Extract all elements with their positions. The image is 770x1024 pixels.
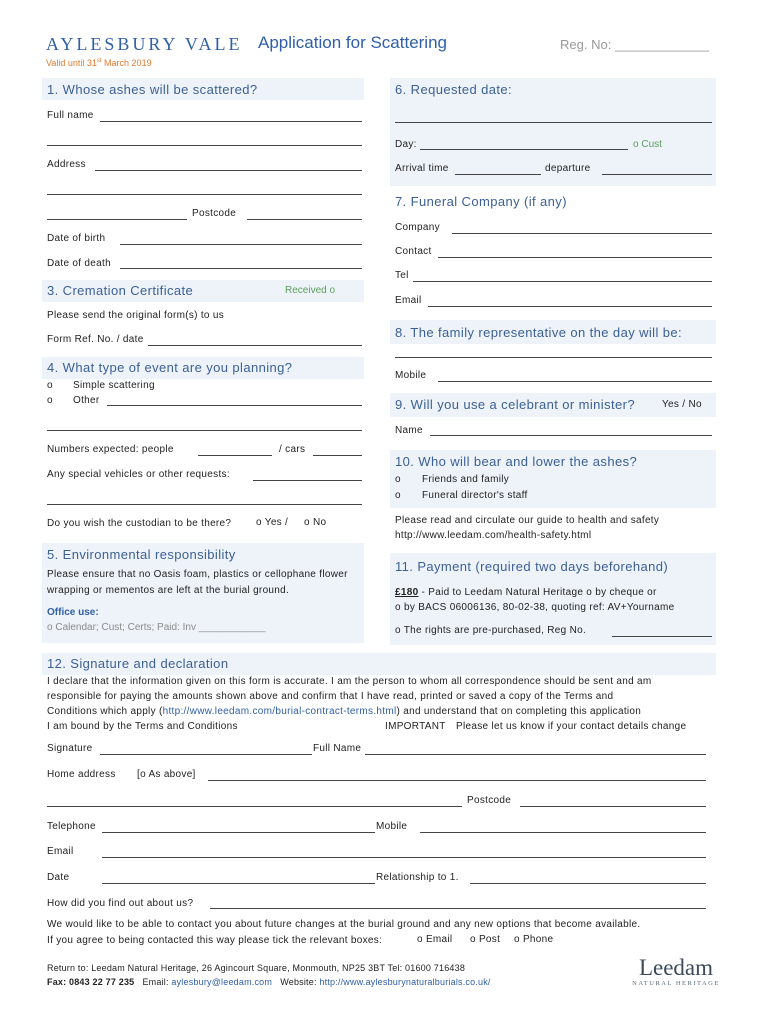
org-name: AYLESBURY VALE <box>46 34 243 54</box>
full-name-field[interactable] <box>100 121 362 122</box>
arrival-label: Arrival time <box>395 163 449 174</box>
received-label[interactable]: Received o <box>285 285 336 296</box>
rights-checkbox[interactable]: o The rights are pre-purchased, Reg No. <box>395 625 587 636</box>
home-address-label: Home address <box>47 769 116 780</box>
form-ref-field[interactable] <box>148 345 362 346</box>
date-field[interactable] <box>102 883 375 884</box>
other-field-2[interactable] <box>47 430 362 431</box>
consent-phone-checkbox[interactable]: o Phone <box>514 934 554 945</box>
dob-field[interactable] <box>120 244 362 245</box>
section-7-title: 7. Funeral Company (if any) <box>395 194 567 209</box>
send-original-note: Please send the original form(s) to us <box>47 310 225 321</box>
rights-reg-field[interactable] <box>612 636 712 637</box>
how-find-field[interactable] <box>210 908 706 909</box>
page-title: Application for Scattering <box>258 33 447 52</box>
option-other-checkbox[interactable]: o <box>47 395 53 406</box>
relationship-field[interactable] <box>470 883 706 884</box>
requested-date-field[interactable] <box>395 122 712 123</box>
vehicles-field-2[interactable] <box>47 504 362 505</box>
section-11-title: 11. Payment (required two days beforehand) <box>395 559 669 574</box>
option-other-label: Other <box>73 395 100 406</box>
fax-number: Fax: 0843 22 77 235 <box>47 977 135 987</box>
section-9-title: 9. Will you use a celebrant or minister? <box>395 397 635 412</box>
how-find-label: How did you find out about us? <box>47 898 194 909</box>
arrival-field[interactable] <box>455 174 541 175</box>
option-simple-label: Simple scattering <box>73 380 155 391</box>
important-label: IMPORTANT <box>385 721 446 732</box>
decl-email-field[interactable] <box>102 857 706 858</box>
option-simple-checkbox[interactable]: o <box>47 380 53 391</box>
address-field-1[interactable] <box>95 170 362 171</box>
cust-checkbox[interactable]: o Cust <box>633 139 662 150</box>
celebrant-name-label: Name <box>395 425 423 436</box>
decl-full-name-label: Full Name <box>313 743 362 754</box>
day-field[interactable] <box>420 149 628 150</box>
address-field-2[interactable] <box>47 194 362 195</box>
rep-mobile-label: Mobile <box>395 370 427 381</box>
representative-field[interactable] <box>395 357 712 358</box>
section-4-title: 4. What type of event are you planning? <box>47 360 293 375</box>
decl-postcode-field[interactable] <box>520 806 706 807</box>
relationship-label: Relationship to 1. <box>376 872 459 883</box>
vehicles-label: Any special vehicles or other requests: <box>47 469 230 480</box>
dod-field[interactable] <box>120 268 362 269</box>
section-10-title: 10. Who will bear and lower the ashes? <box>395 454 638 469</box>
section-12-title: 12. Signature and declaration <box>47 656 229 671</box>
declaration-1: I declare that the information given on this form is accurate. I am the person to whom all correspondence should be sent and am <box>47 676 652 687</box>
postcode-field[interactable] <box>247 219 362 220</box>
address-field-3[interactable] <box>47 219 187 220</box>
bearer-staff-checkbox[interactable]: o <box>395 490 401 501</box>
leedam-logo: Leedam NATURAL HERITAGE <box>632 955 720 987</box>
important-note: Please let us know if your contact details change <box>456 721 687 732</box>
departure-field[interactable] <box>602 174 712 175</box>
address-label: Address <box>47 159 86 170</box>
valid-until: Valid until 31st March 2019 <box>46 58 152 68</box>
office-use-label: Office use: <box>47 607 99 618</box>
company-field[interactable] <box>452 233 712 234</box>
tel-label: Tel <box>395 270 409 281</box>
office-use-items: o Calendar; Cust; Certs; Paid: Inv ____________ <box>47 622 266 633</box>
form-ref-label: Form Ref. No. / date <box>47 334 144 345</box>
footer-contact-line: Fax: 0843 22 77 235 Email: aylesbury@leedam.com Website: http://www.aylesburynaturalburials.co.uk/ <box>47 977 491 987</box>
contact-consent-2: If you agree to being contacted this way please tick the relevant boxes: <box>47 935 383 946</box>
date-label: Date <box>47 872 70 883</box>
section-5-title: 5. Environmental responsibility <box>47 547 236 562</box>
bearer-staff-label: Funeral director's staff <box>422 490 528 501</box>
decl-mobile-field[interactable] <box>420 832 706 833</box>
signature-field[interactable] <box>100 754 312 755</box>
env-text-1: Please ensure that no Oasis foam, plastics or cellophane flower <box>47 569 348 580</box>
company-email-field[interactable] <box>428 306 712 307</box>
cars-field[interactable] <box>313 455 362 456</box>
postcode-label: Postcode <box>192 208 237 219</box>
contact-consent-1: We would like to be able to contact you about future changes at the burial ground and any new options that become available. <box>47 919 641 930</box>
health-safety-link[interactable]: http://www.leedam.com/health-safety.html <box>395 530 592 541</box>
consent-post-checkbox[interactable]: o Post <box>470 934 501 945</box>
company-email-label: Email <box>395 295 422 306</box>
terms-link[interactable]: http://www.leedam.com/burial-contract-terms.html <box>162 706 397 717</box>
footer-website-link[interactable]: http://www.aylesburynaturalburials.co.uk/ <box>319 977 491 987</box>
numbers-label: Numbers expected: people <box>47 444 174 455</box>
env-text-2: wrapping or mementos are left at the burial ground. <box>47 585 290 596</box>
full-name-field-2[interactable] <box>47 145 362 146</box>
bearer-friends-checkbox[interactable]: o <box>395 474 401 485</box>
footer-email-link[interactable]: aylesbury@leedam.com <box>171 977 273 987</box>
celebrant-name-field[interactable] <box>430 435 712 436</box>
decl-full-name-field[interactable] <box>365 754 706 755</box>
day-label: Day: <box>395 139 417 150</box>
payment-line-1: £180 - Paid to Leedam Natural Heritage o by cheque or <box>395 587 657 598</box>
other-field[interactable] <box>107 405 362 406</box>
custodian-label: Do you wish the custodian to be there? <box>47 518 232 529</box>
rep-mobile-field[interactable] <box>438 381 712 382</box>
declaration-4: I am bound by the Terms and Conditions <box>47 721 238 732</box>
full-name-label: Full name <box>47 110 94 121</box>
home-address-field-2[interactable] <box>47 806 462 807</box>
dob-label: Date of birth <box>47 233 106 244</box>
custodian-no[interactable]: o No <box>304 517 327 528</box>
contact-label: Contact <box>395 246 432 257</box>
section-3-title: 3. Cremation Certificate <box>47 283 194 298</box>
people-field[interactable] <box>198 455 272 456</box>
price: £180 <box>395 587 419 598</box>
company-label: Company <box>395 222 440 233</box>
signature-label: Signature <box>47 743 93 754</box>
celebrant-yes-no[interactable]: Yes / No <box>662 399 702 410</box>
departure-label: departure <box>545 163 591 174</box>
declaration-3: Conditions which apply (http://www.leedam.com/burial-contract-terms.html) and understand that on completing this application <box>47 706 642 717</box>
cars-label: / cars <box>279 444 306 455</box>
consent-email-checkbox[interactable]: o Email <box>417 934 453 945</box>
declaration-2: responsible for paying the amounts shown above and confirm that I have read, printed or saved a copy of the Terms and <box>47 691 614 702</box>
decl-postcode-label: Postcode <box>467 795 512 806</box>
payment-line-2[interactable]: o by BACS 06006136, 80-02-38, quoting ref: AV+Yourname <box>395 602 675 613</box>
home-address-field[interactable] <box>208 780 706 781</box>
reg-no: Reg. No: _____________ <box>560 37 709 52</box>
as-above-checkbox[interactable]: [o As above] <box>137 769 196 780</box>
tel-field[interactable] <box>413 281 712 282</box>
bearer-friends-label: Friends and family <box>422 474 510 485</box>
decl-mobile-label: Mobile <box>376 821 408 832</box>
section-6-title: 6. Requested date: <box>395 82 513 97</box>
vehicles-field[interactable] <box>253 480 362 481</box>
health-safety-note: Please read and circulate our guide to health and safety <box>395 515 660 526</box>
contact-field[interactable] <box>438 257 712 258</box>
telephone-label: Telephone <box>47 821 96 832</box>
decl-email-label: Email <box>47 846 74 857</box>
dod-label: Date of death <box>47 258 111 269</box>
section-8-title: 8. The family representative on the day will be: <box>395 325 683 340</box>
telephone-field[interactable] <box>102 832 375 833</box>
section-1-title: 1. Whose ashes will be scattered? <box>47 82 258 97</box>
return-address: Return to: Leedam Natural Heritage, 26 Agincourt Square, Monmouth, NP25 3BT Tel: 01600 716438 <box>47 963 466 973</box>
custodian-yes[interactable]: o Yes / <box>256 517 289 528</box>
